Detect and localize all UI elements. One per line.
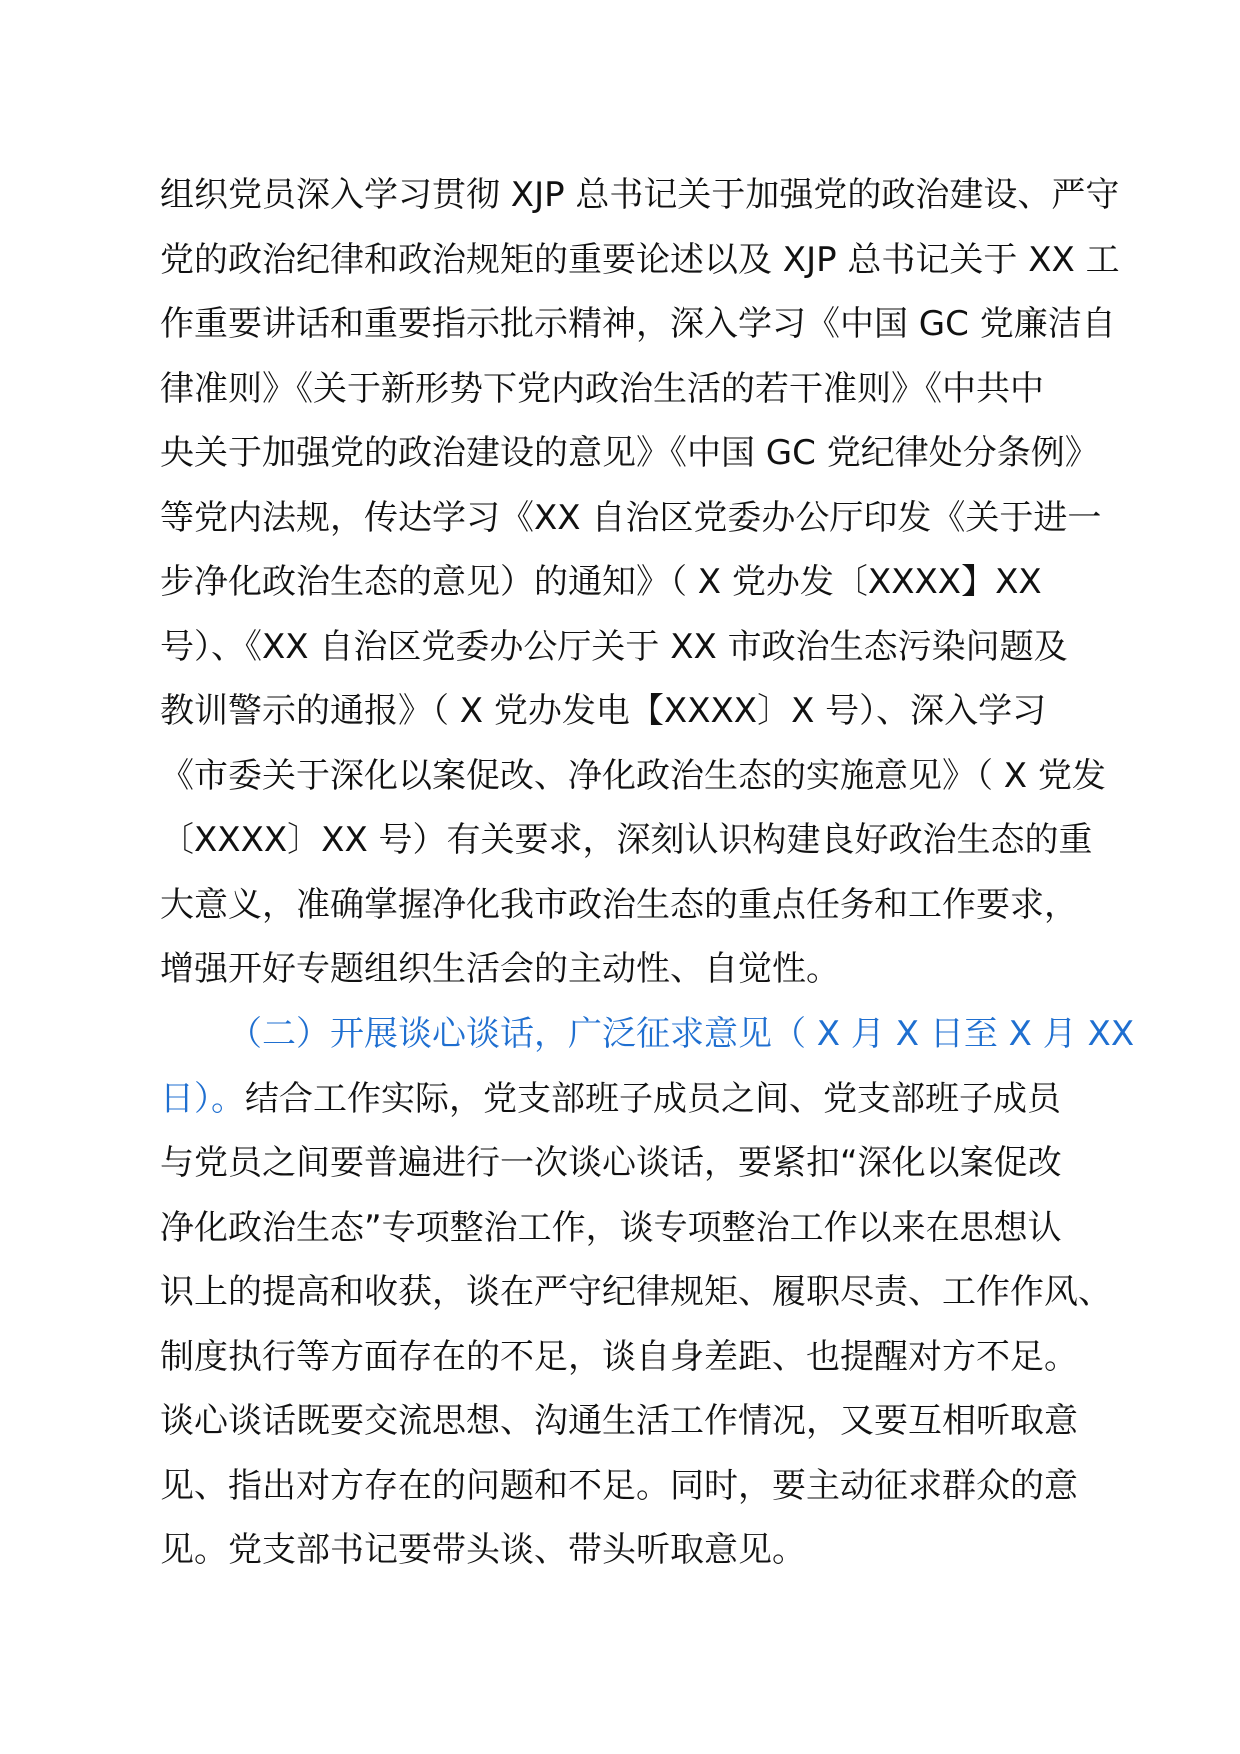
paragraph-line <box>160 1067 1100 1132</box>
paragraph-line-text: 结合工作实际，党支部班子成员之间、党支部班子成员 <box>245 1078 1061 1119</box>
paragraph-line: 大意义，准确掌握净化我市政治生态的重点任务和工作要求， <box>160 884 1078 925</box>
paragraph-line: 教训警示的通报》（ X 党办发电【XXXX〕X 号）、深入学习 <box>160 691 1047 731</box>
paragraph-line: 等党内法规，传达学习《XX 自治区党委办公厅印发《关于进一 <box>160 497 1102 538</box>
paragraph-line: 央关于加强党的政治建设的意见》《中国 GC 党纪律处分条例》 <box>160 433 1099 473</box>
paragraph-line: 作重要讲话和重要指示批示精神，深入学习《中国 GC 党廉洁自 <box>160 304 1116 344</box>
paragraph-line: 制度执行等方面存在的不足，谈自身差距、也提醒对方不足。 <box>160 1336 1078 1377</box>
paragraph-line: 《市委关于深化以案促改、净化政治生态的实施意见》（ X 党发 <box>160 755 1106 796</box>
paragraph-line: 〔XXXX〕XX 号）有关要求，深刻认识构建良好政治生态的重 <box>160 820 1093 860</box>
paragraph-line: 党的政治纪律和政治规矩的重要论述以及 XJP 总书记关于 XX 工 <box>160 239 1120 280</box>
paragraph-line: 与党员之间要普遍进行一次谈心谈话，要紧扣“深化以案促改 <box>160 1143 1062 1183</box>
paragraph-line: 识上的提高和收获，谈在严守纪律规矩、履职尽责、工作作风、 <box>160 1272 1112 1312</box>
paragraph-line: 增强开好专题组织生活会的主动性、自觉性。 <box>160 949 840 989</box>
paragraph-line: 见、指出对方存在的问题和不足。同时，要主动征求群众的意 <box>160 1465 1078 1506</box>
paragraph-line: 谈心谈话既要交流思想、沟通生活工作情况，又要互相听取意 <box>160 1401 1078 1441</box>
paragraph-line: 组织党员深入学习贯彻 XJP 总书记关于加强党的政治建设、严守 <box>160 175 1120 215</box>
paragraph-line: 步净化政治生态的意见）的通知》（ X 党办发〔XXXX】XX <box>160 562 1042 602</box>
paragraph-study-requirements <box>160 163 1120 1002</box>
paragraph-line: 见。党支部书记要带头谈、带头听取意见。 <box>160 1530 806 1570</box>
paragraph-heart-to-heart-talks <box>160 1002 1135 1583</box>
paragraph-line: 律准则》《关于新形势下党内政治生活的若干准则》《中共中 <box>160 368 1044 409</box>
section-heading: （二）开展谈心谈话，广泛征求意见（ X 月 X 日至 X 月 XX <box>228 1014 1135 1054</box>
paragraph-line: 净化政治生态”专项整治工作，谈专项整治工作以来在思想认 <box>160 1207 1062 1248</box>
paragraph-line: 号）、《XX 自治区党委办公厅关于 XX 市政治生态污染问题及 <box>160 626 1068 667</box>
section-heading-end: 日）。 <box>160 1078 245 1119</box>
